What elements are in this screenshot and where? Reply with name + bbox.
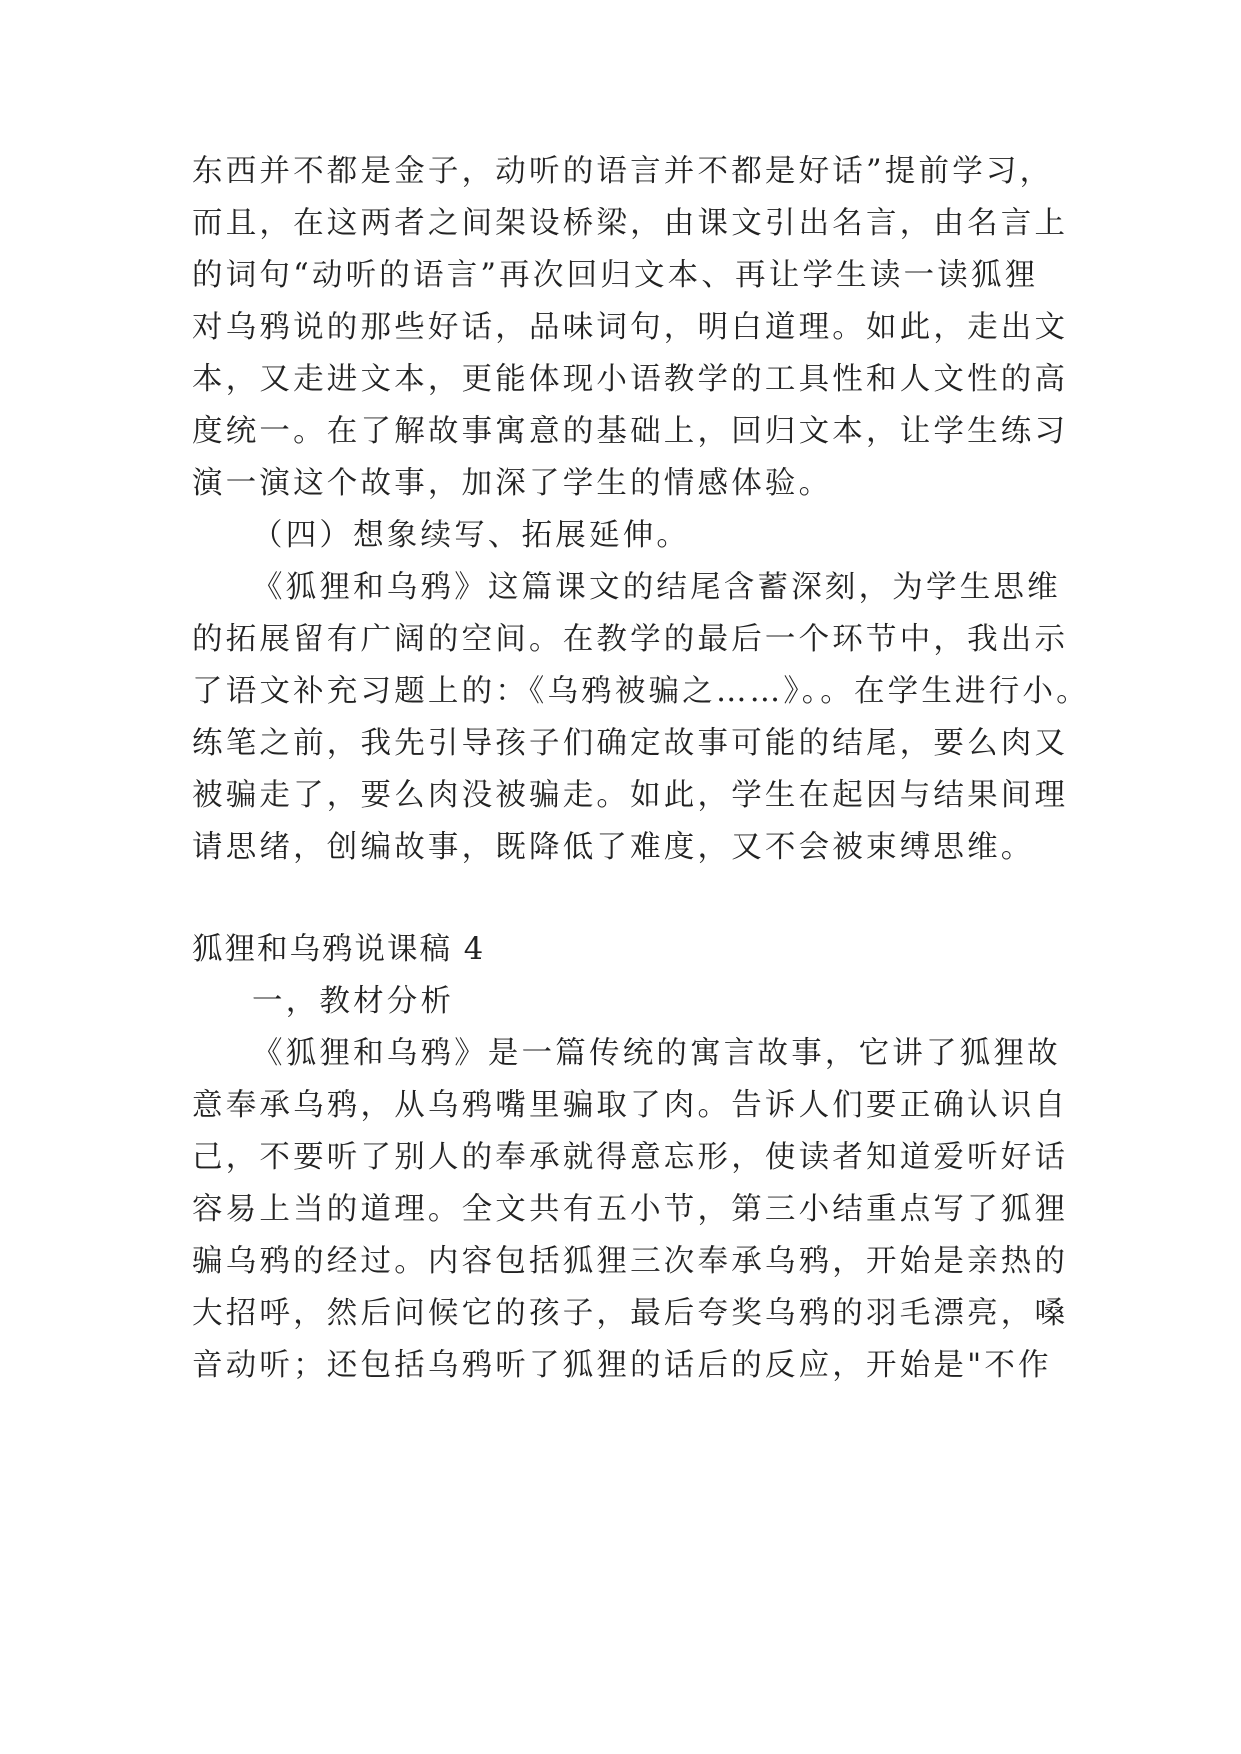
text-line: 己，不要听了别人的奉承就得意忘形，使读者知道爱听好话	[192, 1140, 1069, 1175]
document-title: 狐狸和乌鸦说课稿 4	[192, 932, 486, 967]
text-line: 的拓展留有广阔的空间。在教学的最后一个环节中，我出示	[192, 622, 1069, 657]
section-heading: （四）想象续写、拓展延伸。	[252, 518, 691, 553]
text-line: 的词句“动听的语言”再次回归文本、再让学生读一读狐狸	[192, 258, 1039, 293]
text-line: 本，又走进文本，更能体现小语教学的工具性和人文性的高	[192, 362, 1069, 397]
text-line: 对乌鸦说的那些好话，品味词句，明白道理。如此，走出文	[192, 310, 1069, 345]
text-line: 练笔之前，我先引导孩子们确定故事可能的结尾，要么肉又	[192, 726, 1069, 761]
text-line: 容易上当的道理。全文共有五小节，第三小结重点写了狐狸	[192, 1192, 1069, 1227]
subheading: 一，教材分析	[252, 984, 455, 1019]
text-line: 被骗走了，要么肉没被骗走。如此，学生在起因与结果间理	[192, 778, 1069, 813]
text-line: 大招呼，然后问候它的孩子，最后夸奖乌鸦的羽毛漂亮，嗓	[192, 1296, 1069, 1331]
paragraph-first-line: 《狐狸和乌鸦》这篇课文的结尾含蓄深刻，为学生思维	[252, 570, 1061, 605]
text-line: 而且，在这两者之间架设桥梁，由课文引出名言，由名言上	[192, 206, 1069, 241]
text-line: 骗乌鸦的经过。内容包括狐狸三次奉承乌鸦，开始是亲热的	[192, 1244, 1069, 1279]
text-line: 意奉承乌鸦，从乌鸦嘴里骗取了肉。告诉人们要正确认识自	[192, 1088, 1069, 1123]
text-line: 东西并不都是金子，动听的语言并不都是好话”提前学习，	[192, 154, 1054, 189]
text-line: 了语文补充习题上的：《乌鸦被骗之……》。。在学生进行小。	[192, 674, 1090, 709]
text-line: 音动听；还包括乌鸦听了狐狸的话后的反应，开始是"不作	[192, 1348, 1052, 1383]
text-line: 度统一。在了解故事寓意的基础上，回归文本，让学生练习	[192, 414, 1069, 449]
text-line: 演一演这个故事，加深了学生的情感体验。	[192, 466, 833, 501]
paragraph-first-line: 《狐狸和乌鸦》是一篇传统的寓言故事，它讲了狐狸故	[252, 1036, 1061, 1071]
text-line: 请思绪，创编故事，既降低了难度，又不会被束缚思维。	[192, 830, 1035, 865]
